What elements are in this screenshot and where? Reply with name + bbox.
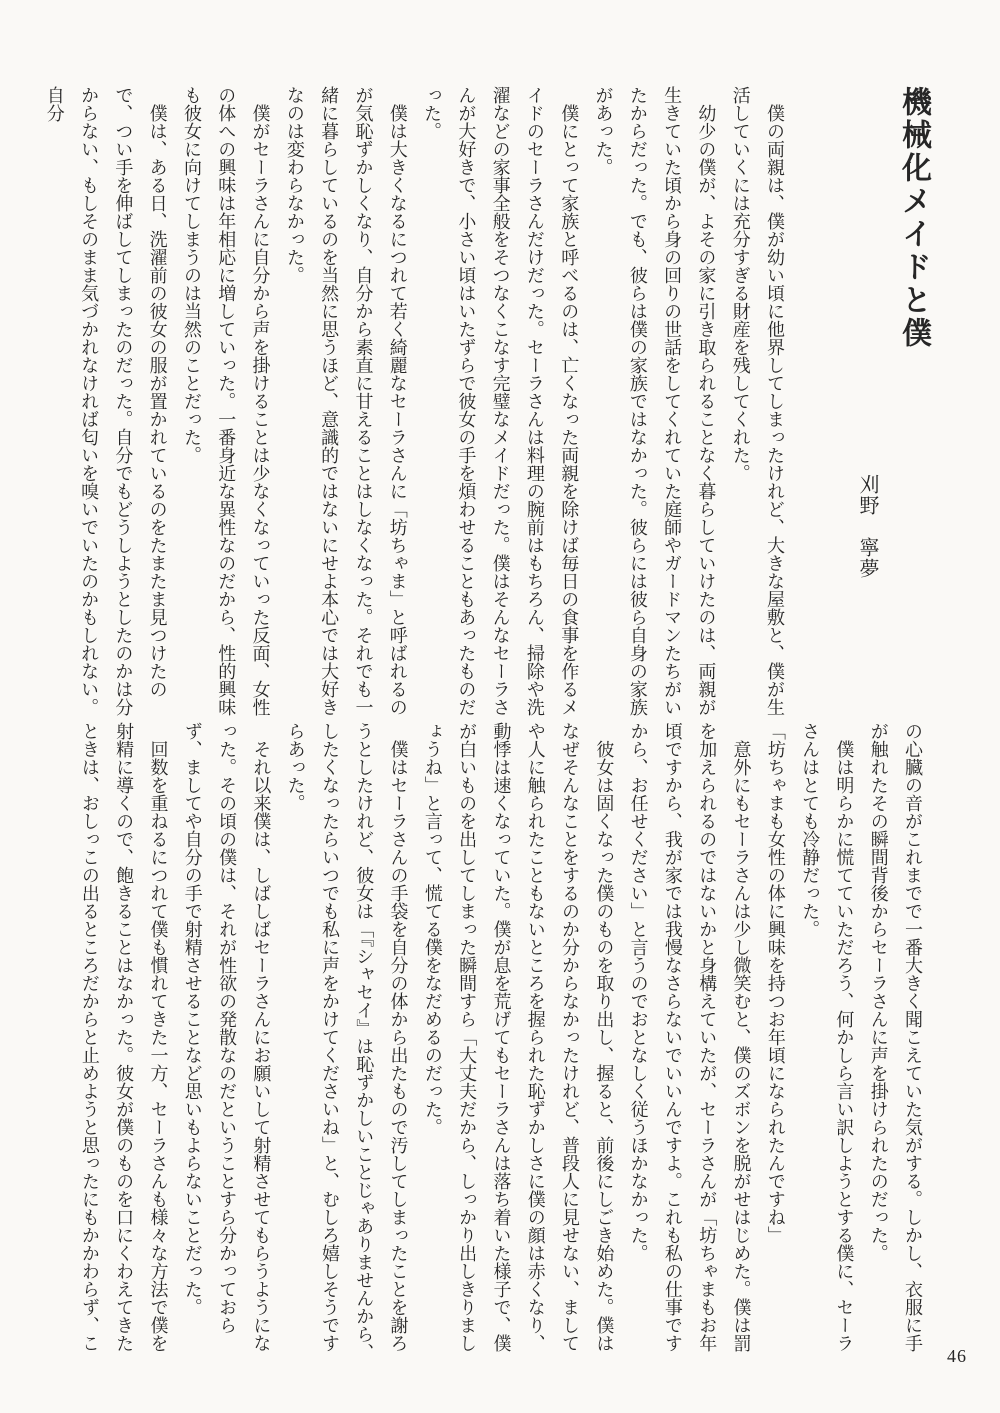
lower-text-section bbox=[73, 722, 930, 1367]
paragraph: 僕はセーラさんの手袋を自分の体から出たもので汚してしまったことを謝ろうとしたけれど、彼女は「『シャセイ』は恥ずかしいことじゃありませんから、したくなったらいつでも私に声をかけてくださいね」と、むしろ嬉しそうですらあった。 bbox=[285, 722, 409, 1361]
paragraph: 僕がセーラさんに自分から声を掛けることは少なくなっていった反面、女性の体への興味は年相応に増していった。一番身近な異性なのだから、性的興味も彼女に向けてしまうのは当然のことだった。 bbox=[181, 86, 271, 716]
paragraph: 僕にとって家族と呼べるのは、亡くなった両親を除けば毎日の食事を作るメイドのセーラさんだけだった。セーラさんは料理の腕前はもちろん、掃除や洗濯などの家事全般をそつなくこなす完璧なメイドだった。僕はそんなセーラさんが大好きで、小さい頃はいたずらで彼女の手を煩わせることもあったものだった。 bbox=[422, 86, 580, 716]
paragraph: それ以来僕は、しばしばセーラさんにお願いして射精させてもらうようになった。その頃の僕は、それが性欲の発散なのだということすら分かっておらず、ましてや自分の手で射精させることなど思いもよらないことだった。 bbox=[182, 722, 272, 1352]
paragraph: 幼少の僕が、よその家に引き取られることなく暮らしていけたのは、両親が生きていた頃から身の回りの世話をしてくれていた庭師やガードマンたちがいたからだった。でも、彼らは僕の家族ではなかった。彼らには彼ら自身の家族があった。 bbox=[593, 86, 717, 716]
paragraph: 僕は、ある日、洗濯前の彼女の服が置かれているのをたまたま見つけたので、つい手を伸ばしてしまったのだった。自分でもどうしようとしたのかは分からない、もしそのまま気づかれなければ匂いを嗅いでいたのかもしれない。自分 bbox=[44, 86, 168, 716]
paragraph: 僕は大きくなるにつれて若く綺麗なセーラさんに「坊ちゃま」と呼ばれるのが気恥ずかしくなり、自分から素直に甘えることはしなくなった。それでも一緒に暮らしているのを当然に思うほど、意識的ではないにせよ本心では大好きなのは変わらなかった。 bbox=[284, 86, 408, 716]
author-name: 刈野 寧夢 bbox=[856, 474, 878, 579]
paragraph: 回数を重ねるにつれて僕も慣れてきた一方、セーラさんも様々な方法で僕を射精に導くので、飽きることはなかった。彼女が僕のものを口にくわえてきたときは、おしっこの出るところだからと止めようと思ったにもかかわらず、こ bbox=[79, 722, 169, 1352]
page-title: 機械化メイドと僕 bbox=[897, 86, 930, 350]
upper-body-text bbox=[37, 86, 792, 716]
page-number: 46 bbox=[947, 1346, 967, 1366]
paragraph: 彼女は固くなった僕のものを取り出し、握ると、前後にしごき始めた。僕はなぜそんなことをするのか分からなかったけれど、普段人に見せない、ましてや人に触られたこともないところを握られた恥ずかしさに僕の顔は赤くなり、動悸は速くなっていた。僕が息を荒げてもセーラさんは落ち着いた様子で、僕が白いものを出してしまった瞬間すら「大丈夫だから、しっかり出しきりましょうね」と言って、慌てる僕をなだめるのだった。 bbox=[422, 722, 615, 1352]
upper-text-section bbox=[37, 86, 936, 716]
paragraph: 意外にもセーラさんは少し微笑むと、僕のズボンを脱がせはじめた。僕は罰を加えられるのではないかと身構えていたが、セーラさんが「坊ちゃまもお年頃ですから、我が家では我慢なさらないでいいんですよ。これも私の仕事ですから、お任せください」と言うのでおとなしく従うほかなかった。 bbox=[628, 722, 752, 1352]
paragraph: 僕の両親は、僕が幼い頃に他界してしまったけれど、大きな屋敷と、僕が生活していくには充分すぎる財産を残してくれた。 bbox=[730, 86, 785, 716]
paragraph-continuation: の心臓の音がこれまでで一番大きく聞こえていた気がする。しかし、衣服に手が触れたその瞬間背後からセーラさんに声を掛けられたのだった。 bbox=[868, 722, 923, 1352]
paragraph: 僕は明らかに慌てていただろう、何かしら言い訳しようとする僕に、セーラさんはとても冷静だった。 bbox=[800, 722, 855, 1352]
dialogue-line: 「坊ちゃまも女性の体に興味を持つお年頃になられたんですね」 bbox=[765, 722, 786, 1244]
